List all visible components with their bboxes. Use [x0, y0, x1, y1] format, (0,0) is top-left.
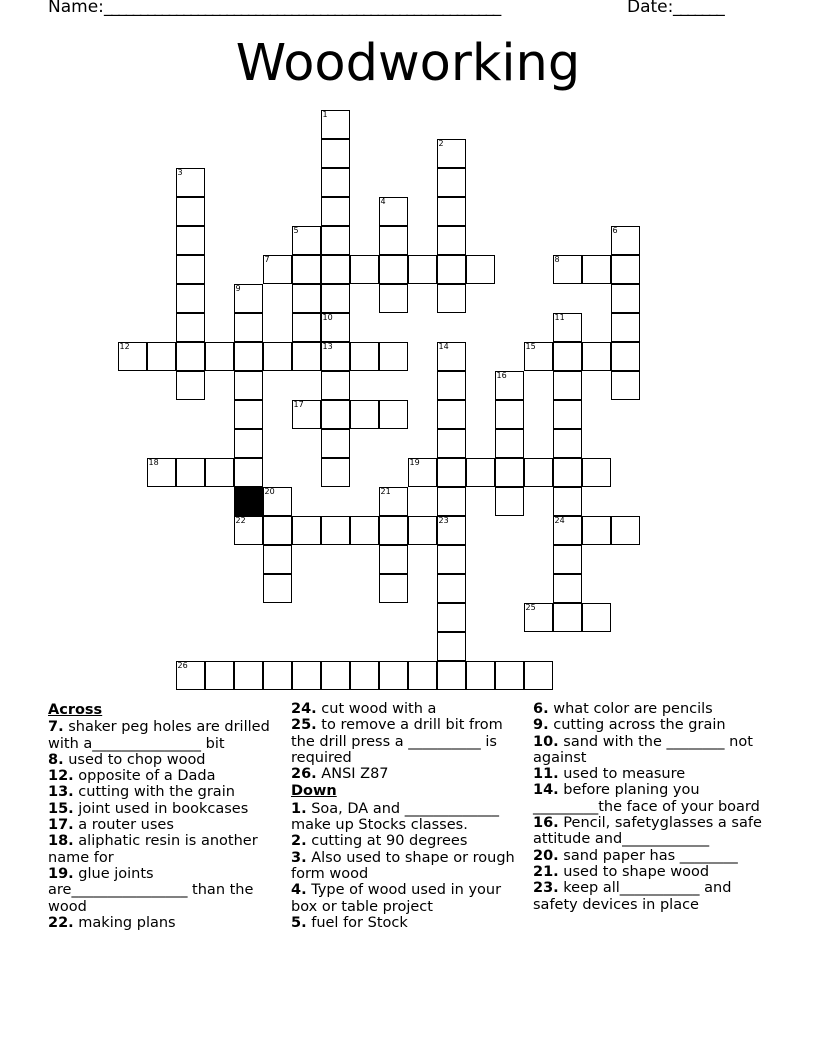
clue-text: cut wood with a	[321, 701, 437, 717]
clue-number-label: 8.	[48, 751, 64, 768]
clue-text: before planing you _________the face of your board	[533, 782, 760, 815]
grid-cell[interactable]	[321, 226, 350, 255]
grid-cell[interactable]	[611, 371, 640, 400]
clue-text: ANSI Z87	[321, 766, 389, 783]
clue-number: 6	[612, 225, 618, 235]
grid-cell[interactable]	[176, 458, 205, 487]
grid-cell[interactable]	[176, 371, 205, 400]
clue-number: 7	[264, 254, 270, 264]
grid-cell[interactable]	[437, 487, 466, 516]
clue-number-label: 10.	[533, 733, 559, 750]
grid-cell[interactable]	[553, 487, 582, 516]
clue-down	[533, 782, 765, 815]
grid-cell[interactable]	[379, 197, 408, 226]
clue-across	[48, 784, 276, 800]
clue-number-label: 14.	[533, 782, 559, 799]
grid-cell[interactable]	[437, 371, 466, 400]
grid-cell[interactable]	[553, 371, 582, 400]
down-clues-a	[291, 801, 523, 931]
clue-number: 10	[322, 312, 333, 322]
grid-cell[interactable]	[321, 197, 350, 226]
grid-cell[interactable]	[321, 371, 350, 400]
grid-cell[interactable]	[263, 516, 292, 545]
clue-number-label: 17.	[48, 817, 74, 834]
clue-number: 8	[554, 254, 560, 264]
name-line: _______________________________________________________	[104, 0, 501, 17]
grid-cell[interactable]	[611, 226, 640, 255]
grid-cell[interactable]	[524, 342, 553, 371]
clue-number-label: 25.	[291, 717, 317, 734]
clue-across	[48, 915, 276, 931]
grid-cell[interactable]	[524, 458, 553, 487]
grid-cell[interactable]	[524, 603, 553, 632]
clue-number-label: 21.	[533, 863, 559, 880]
grid-cell[interactable]	[234, 371, 263, 400]
grid-cell[interactable]	[176, 284, 205, 313]
clue-across	[291, 717, 523, 766]
black-cell	[234, 487, 263, 516]
grid-cell[interactable]	[553, 255, 582, 284]
clue-text: cutting at 90 degrees	[311, 833, 468, 850]
clue-down	[533, 864, 765, 880]
clue-number-label: 15.	[48, 800, 74, 817]
grid-cell[interactable]	[466, 458, 495, 487]
grid-cell[interactable]	[379, 255, 408, 284]
grid-cell[interactable]	[292, 516, 321, 545]
clue-text: opposite of a Dada	[78, 768, 216, 785]
grid-cell[interactable]	[321, 661, 350, 690]
clue-text: cutting across the grain	[553, 717, 726, 734]
grid-cell[interactable]	[234, 458, 263, 487]
clue-down	[533, 766, 765, 782]
grid-cell[interactable]	[321, 168, 350, 197]
grid-cell[interactable]	[379, 516, 408, 545]
grid-cell[interactable]	[205, 458, 234, 487]
grid-cell[interactable]	[292, 342, 321, 371]
grid-cell[interactable]	[553, 400, 582, 429]
clue-text: glue joints are________________ than the wood	[48, 865, 254, 915]
grid-cell[interactable]	[147, 342, 176, 371]
clue-text: Soa, DA and _____________ make up Stocks classes.	[291, 800, 499, 834]
clue-number-label: 4.	[291, 882, 307, 899]
grid-cell[interactable]	[553, 545, 582, 574]
grid-cell[interactable]	[234, 342, 263, 371]
clue-number-label: 6.	[533, 701, 549, 717]
clue-number: 26	[177, 660, 188, 670]
grid-cell[interactable]	[408, 255, 437, 284]
grid-cell[interactable]	[234, 429, 263, 458]
grid-cell[interactable]	[553, 603, 582, 632]
grid-cell[interactable]	[263, 661, 292, 690]
grid-cell[interactable]	[234, 313, 263, 342]
grid-cell[interactable]	[553, 429, 582, 458]
grid-cell[interactable]	[466, 661, 495, 690]
clue-down	[291, 882, 523, 915]
clue-number-label: 12.	[48, 768, 74, 785]
grid-cell[interactable]	[176, 168, 205, 197]
grid-cell[interactable]	[582, 342, 611, 371]
clue-number-label: 3.	[291, 849, 307, 866]
clue-number: 17	[293, 399, 304, 409]
clue-number: 14	[438, 341, 449, 351]
clue-number-label: 24.	[291, 701, 317, 717]
grid-cell[interactable]	[176, 661, 205, 690]
grid-cell[interactable]	[437, 197, 466, 226]
grid-cell[interactable]	[408, 458, 437, 487]
clues-column-2	[291, 701, 523, 931]
clue-across	[48, 719, 276, 752]
grid-cell[interactable]	[176, 313, 205, 342]
grid-cell[interactable]	[379, 487, 408, 516]
clue-across	[48, 833, 276, 866]
clue-across	[48, 801, 276, 817]
clue-down	[291, 833, 523, 849]
clue-number-label: 5.	[291, 914, 307, 931]
grid-cell[interactable]	[437, 603, 466, 632]
grid-cell[interactable]	[205, 661, 234, 690]
grid-cell[interactable]	[350, 255, 379, 284]
grid-cell[interactable]	[321, 342, 350, 371]
grid-cell[interactable]	[466, 255, 495, 284]
grid-cell[interactable]	[234, 400, 263, 429]
grid-cell[interactable]	[495, 661, 524, 690]
grid-cell[interactable]	[205, 342, 234, 371]
grid-cell[interactable]	[321, 516, 350, 545]
grid-cell[interactable]	[437, 284, 466, 313]
grid-cell[interactable]	[234, 516, 263, 545]
clue-number-label: 7.	[48, 719, 64, 736]
grid-cell[interactable]	[321, 458, 350, 487]
grid-cell[interactable]	[437, 458, 466, 487]
grid-cell[interactable]	[611, 255, 640, 284]
grid-cell[interactable]	[263, 574, 292, 603]
grid-cell[interactable]	[437, 661, 466, 690]
clue-text: to remove a drill bit from the drill press a __________ is required	[291, 717, 503, 766]
grid-cell[interactable]	[553, 342, 582, 371]
grid-cell[interactable]	[437, 574, 466, 603]
clue-number-label: 2.	[291, 833, 307, 850]
grid-cell[interactable]	[437, 226, 466, 255]
grid-cell[interactable]	[147, 458, 176, 487]
clue-number: 3	[177, 167, 183, 177]
grid-cell[interactable]	[379, 226, 408, 255]
clue-text: keep all___________ and safety devices in place	[533, 880, 732, 913]
grid-cell[interactable]	[611, 342, 640, 371]
grid-cell[interactable]	[176, 342, 205, 371]
clue-number: 25	[525, 602, 536, 612]
grid-cell[interactable]	[495, 371, 524, 400]
clue-down	[291, 915, 523, 931]
clue-down	[533, 717, 765, 733]
clue-number: 18	[148, 457, 159, 467]
clue-number: 12	[119, 341, 130, 351]
grid-cell[interactable]	[292, 400, 321, 429]
grid-cell[interactable]	[350, 661, 379, 690]
grid-cell[interactable]	[495, 400, 524, 429]
grid-cell[interactable]	[611, 516, 640, 545]
clue-number-label: 13.	[48, 784, 74, 801]
grid-cell[interactable]	[292, 661, 321, 690]
clue-down	[533, 880, 765, 913]
clues-column-3	[533, 701, 765, 913]
grid-cell[interactable]	[379, 545, 408, 574]
clue-number: 21	[380, 486, 391, 496]
clue-number: 11	[554, 312, 565, 322]
clue-down	[533, 815, 765, 848]
grid-cell[interactable]	[553, 458, 582, 487]
grid-cell[interactable]	[437, 400, 466, 429]
grid-cell[interactable]	[437, 255, 466, 284]
grid-cell[interactable]	[582, 255, 611, 284]
clue-text: sand paper has ________	[563, 847, 738, 864]
clue-number-label: 23.	[533, 880, 559, 897]
clue-number-label: 20.	[533, 847, 559, 864]
clue-across	[48, 752, 276, 768]
grid-cell[interactable]	[321, 284, 350, 313]
clue-number: 16	[496, 370, 507, 380]
clue-number: 1	[322, 109, 328, 119]
clue-down	[291, 801, 523, 834]
clue-text: Pencil, safetyglasses a safe attitude and____________	[533, 815, 762, 848]
grid-cell[interactable]	[437, 342, 466, 371]
clue-number: 13	[322, 341, 333, 351]
clue-number-label: 18.	[48, 833, 74, 850]
clue-down	[533, 734, 765, 767]
grid-cell[interactable]	[437, 168, 466, 197]
grid-cell[interactable]	[437, 632, 466, 661]
grid-cell[interactable]	[263, 487, 292, 516]
down-heading: Down	[291, 783, 337, 800]
clue-text: Type of wood used in your box or table project	[291, 882, 502, 915]
grid-cell[interactable]	[321, 400, 350, 429]
clue-text: used to chop wood	[68, 751, 206, 768]
grid-cell[interactable]	[176, 255, 205, 284]
clue-text: cutting with the grain	[78, 784, 235, 801]
clue-number: 9	[235, 283, 241, 293]
grid-cell[interactable]	[176, 197, 205, 226]
clue-text: sand with the ________ not against	[533, 733, 753, 766]
grid-cell[interactable]	[234, 284, 263, 313]
grid-cell[interactable]	[611, 284, 640, 313]
grid-cell[interactable]	[553, 516, 582, 545]
grid-cell[interactable]	[553, 574, 582, 603]
clue-text: making plans	[78, 914, 176, 931]
grid-cell[interactable]	[118, 342, 147, 371]
clue-number-label: 11.	[533, 766, 559, 783]
grid-cell[interactable]	[379, 574, 408, 603]
grid-cell[interactable]	[582, 458, 611, 487]
grid-cell[interactable]	[524, 661, 553, 690]
clue-text: used to measure	[563, 766, 686, 783]
clue-number-label: 1.	[291, 800, 307, 817]
grid-cell[interactable]	[379, 661, 408, 690]
grid-cell[interactable]	[553, 313, 582, 342]
grid-cell[interactable]	[321, 255, 350, 284]
clue-text: joint used in bookcases	[78, 800, 249, 817]
grid-cell[interactable]	[379, 284, 408, 313]
grid-cell[interactable]	[495, 458, 524, 487]
grid-cell[interactable]	[495, 487, 524, 516]
grid-cell[interactable]	[437, 139, 466, 168]
page-title: Woodworking	[235, 34, 581, 93]
date-label: Date:	[627, 0, 674, 17]
clue-number-label: 26.	[291, 766, 317, 783]
clue-text: used to shape wood	[563, 863, 710, 880]
grid-cell[interactable]	[321, 110, 350, 139]
across-heading: Across	[48, 702, 103, 718]
grid-cell[interactable]	[263, 342, 292, 371]
clues-column-1	[48, 701, 276, 931]
grid-cell[interactable]	[350, 400, 379, 429]
grid-cell[interactable]	[582, 603, 611, 632]
clue-number: 24	[554, 515, 565, 525]
grid-cell[interactable]	[379, 342, 408, 371]
grid-cell[interactable]	[263, 255, 292, 284]
across-clues-b	[291, 701, 523, 782]
grid-cell[interactable]	[263, 545, 292, 574]
grid-cell[interactable]	[437, 429, 466, 458]
grid-cell[interactable]	[350, 516, 379, 545]
clue-down	[291, 850, 523, 883]
clue-number: 23	[438, 515, 449, 525]
clue-down	[533, 848, 765, 864]
grid-cell[interactable]	[321, 139, 350, 168]
grid-cell[interactable]	[292, 255, 321, 284]
clue-text: aliphatic resin is another name for	[48, 833, 258, 866]
clue-text: a router uses	[78, 817, 174, 834]
clue-number: 4	[380, 196, 386, 206]
clue-number-label: 22.	[48, 914, 74, 931]
grid-cell[interactable]	[495, 429, 524, 458]
clue-across	[48, 866, 276, 915]
clue-across	[48, 768, 276, 784]
grid-cell[interactable]	[350, 342, 379, 371]
grid-cell[interactable]	[437, 516, 466, 545]
clue-number-label: 19.	[48, 865, 74, 882]
grid-cell[interactable]	[408, 516, 437, 545]
grid-cell[interactable]	[611, 313, 640, 342]
clue-number: 20	[264, 486, 275, 496]
clue-number: 22	[235, 515, 246, 525]
clue-across	[48, 817, 276, 833]
grid-cell[interactable]	[292, 226, 321, 255]
clue-number-label: 9.	[533, 717, 549, 734]
grid-cell[interactable]	[408, 661, 437, 690]
clue-text: what color are pencils	[553, 701, 713, 717]
clue-number-label: 16.	[533, 815, 559, 832]
clue-number: 5	[293, 225, 299, 235]
clue-across	[291, 701, 523, 717]
grid-cell[interactable]	[321, 429, 350, 458]
grid-cell[interactable]	[379, 400, 408, 429]
grid-cell[interactable]	[437, 545, 466, 574]
grid-cell[interactable]	[321, 313, 350, 342]
grid-cell[interactable]	[582, 516, 611, 545]
grid-cell[interactable]	[234, 661, 263, 690]
date-line: _______	[673, 0, 724, 17]
clue-down	[533, 701, 765, 717]
clue-text: fuel for Stock	[311, 914, 408, 931]
clue-number: 15	[525, 341, 536, 351]
down-clues-b	[533, 701, 765, 913]
grid-cell[interactable]	[292, 284, 321, 313]
grid-cell[interactable]	[176, 226, 205, 255]
clue-number: 2	[438, 138, 444, 148]
across-clues-a	[48, 719, 276, 931]
clue-number: 19	[409, 457, 420, 467]
grid-cell[interactable]	[292, 313, 321, 342]
name-label: Name:	[48, 0, 104, 17]
clue-text: shaker peg holes are drilled with a_______________ bit	[48, 719, 270, 752]
clue-text: Also used to shape or rough form wood	[291, 849, 515, 882]
clue-across	[291, 766, 523, 782]
